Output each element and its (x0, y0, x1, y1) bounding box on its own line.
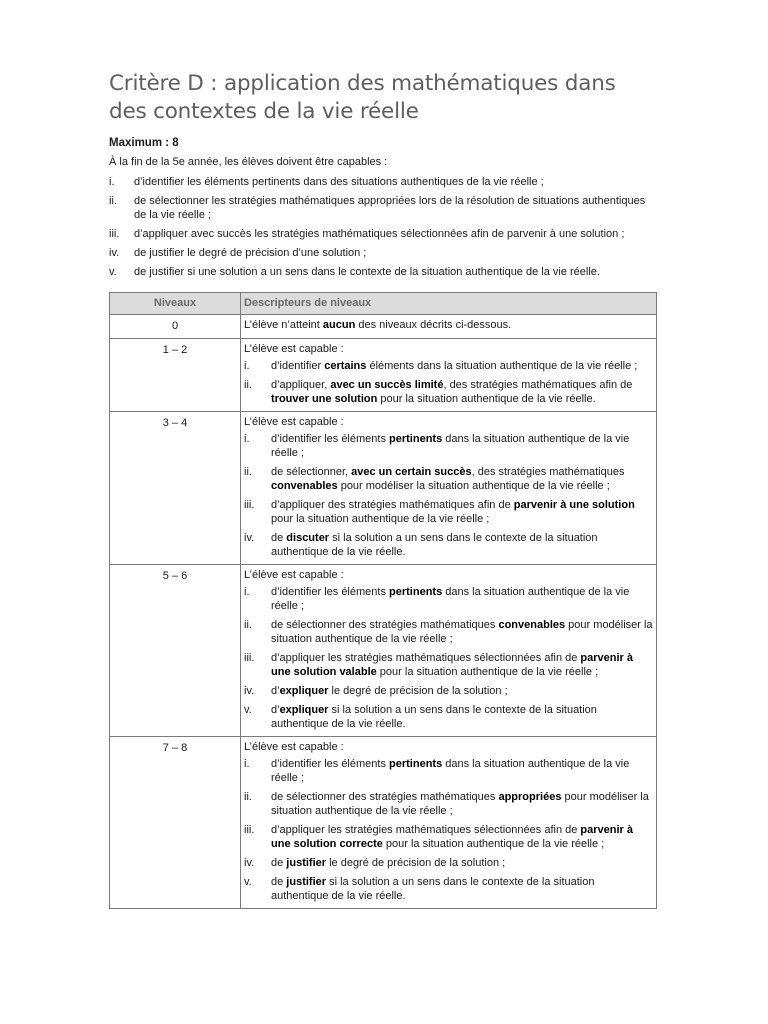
descriptor-text: pour modéliser la situation authentique de la vie réelle ; (271, 791, 649, 817)
descriptor-item-text (271, 378, 653, 406)
descriptor-number: iv. (244, 857, 255, 869)
descriptor-text: d’identifier les éléments (271, 433, 390, 445)
descriptor-text: de (271, 857, 287, 869)
descriptor-number: v. (244, 876, 252, 888)
descriptor-text: d’ (271, 685, 280, 697)
emphasis-text: pertinents (389, 433, 443, 445)
table-header-row (110, 293, 657, 315)
descriptor-text: , des stratégies mathématiques (471, 466, 625, 478)
intro-text: À la fin de la 5e année, les élèves doivent être capables : (109, 156, 388, 168)
descriptor-number: i. (244, 360, 250, 372)
descriptor-item (244, 823, 653, 851)
descriptor-text: le degré de précision de la solution ; (328, 685, 508, 697)
descriptor-number: iv. (244, 685, 255, 697)
descriptor-text: pour modéliser la situation authentique de la vie réelle ; (337, 480, 610, 492)
descriptor-item (244, 684, 653, 698)
emphasis-text: expliquer (279, 704, 329, 716)
descriptor-number: iii. (244, 499, 255, 511)
descriptor-item (244, 875, 653, 903)
emphasis-text: convenables (498, 619, 566, 631)
objective-text: de sélectionner les stratégies mathématiques appropriées lors de la résolution de situations authentiques de la vie réelle ; (134, 195, 646, 221)
header-descriptors: Descripteurs de niveaux (241, 293, 657, 315)
descriptor-text: d’identifier les éléments (271, 758, 390, 770)
emphasis-text: avec un succès limité (330, 379, 444, 391)
emphasis-text: trouver une solution (271, 393, 378, 405)
descriptor-text: , des stratégies mathématiques afin de (443, 379, 633, 391)
descriptor-text: pour la situation authentique de la vie réelle ; (271, 513, 490, 525)
descriptor-text: de sélectionner, (271, 466, 352, 478)
descriptor-number: v. (244, 704, 252, 716)
table-row (110, 565, 657, 737)
objective-number: i. (109, 176, 115, 188)
descriptor-text: d’identifier (271, 360, 325, 372)
descriptor-text: dans la situation authentique de la vie réelle ; (271, 433, 630, 459)
descriptor-number: i. (244, 433, 250, 445)
descriptor-number: iii. (244, 824, 255, 836)
descriptor-text: pour la situation authentique de la vie réelle. (377, 393, 596, 405)
descriptor-cell (241, 565, 657, 737)
table-row (110, 315, 657, 339)
descriptor-text: dans la situation authentique de la vie réelle ; (271, 586, 630, 612)
document-page (109, 70, 657, 909)
descriptor-item (244, 651, 653, 679)
descriptor-intro: L’élève est capable : (244, 343, 344, 355)
descriptor-number: iii. (244, 652, 255, 664)
descriptor-table (109, 292, 657, 909)
objective-text: de justifier si une solution a un sens dans le contexte de la situation authentique de la vie réelle. (134, 266, 600, 278)
emphasis-text: pertinents (389, 758, 443, 770)
descriptor-item-text (271, 498, 653, 526)
level-cell: 0 (110, 315, 241, 339)
descriptor-text: dans la situation authentique de la vie réelle ; (271, 758, 630, 784)
descriptor-text: des niveaux décrits ci-dessous. (355, 319, 512, 331)
descriptor-text: de (271, 532, 287, 544)
descriptor-item (244, 531, 653, 559)
descriptor-item-text (271, 875, 653, 903)
descriptor-text: de sélectionner des stratégies mathématiques (271, 791, 499, 803)
level-cell: 1 – 2 (110, 339, 241, 412)
emphasis-text: justifier (286, 876, 327, 888)
emphasis-text: parvenir à une solution (513, 499, 635, 511)
descriptor-item-text (271, 585, 653, 613)
descriptor-item (244, 498, 653, 526)
descriptor-item (244, 359, 653, 373)
descriptor-text: d’identifier les éléments (271, 586, 390, 598)
descriptor-number: ii. (244, 466, 252, 478)
descriptor-text: pour la situation authentique de la vie réelle ; (376, 666, 599, 678)
descriptor-text: le degré de précision de la solution ; (326, 857, 506, 869)
descriptor-item (244, 790, 653, 818)
descriptor-item-text (271, 465, 653, 493)
objective-item (109, 246, 657, 260)
descriptor-number: i. (244, 758, 250, 770)
descriptor-item (244, 757, 653, 785)
descriptor-item (244, 465, 653, 493)
table-row (110, 737, 657, 909)
emphasis-text: avec un certain succès (351, 466, 472, 478)
level-cell: 7 – 8 (110, 737, 241, 909)
emphasis-text: pertinents (389, 586, 443, 598)
descriptor-number: i. (244, 586, 250, 598)
emphasis-text: convenables (271, 480, 338, 492)
descriptor-text: d’ (271, 704, 280, 716)
descriptor-item-text (271, 531, 653, 559)
maximum-label: Maximum : 8 (109, 137, 179, 149)
descriptor-item-text (271, 856, 653, 870)
descriptor-text: pour modéliser la situation authentique de la vie réelle ; (271, 619, 653, 645)
emphasis-text: appropriées (498, 791, 562, 803)
descriptor-cell (241, 339, 657, 412)
descriptor-item (244, 378, 653, 406)
descriptor-item-text (271, 703, 653, 731)
page-title: Critère D : application des mathématiques dans des contextes de la vie réelle (109, 71, 616, 124)
descriptor-number: ii. (244, 791, 252, 803)
descriptor-text: d’appliquer les stratégies mathématiques sélectionnées afin de (271, 824, 581, 836)
emphasis-text: discuter (286, 532, 330, 544)
table-row (110, 339, 657, 412)
objective-number: v. (109, 266, 117, 278)
table-body (110, 315, 657, 909)
descriptor-item-text (271, 757, 653, 785)
descriptor-text: d’appliquer des stratégies mathématiques afin de (271, 499, 514, 511)
objective-number: ii. (109, 195, 117, 207)
descriptor-line (244, 318, 653, 332)
descriptor-intro: L’élève est capable : (244, 569, 344, 581)
descriptor-item (244, 432, 653, 460)
descriptor-item-text (271, 651, 653, 679)
descriptor-text: d’appliquer les stratégies mathématiques sélectionnées afin de (271, 652, 581, 664)
emphasis-text: parvenir à une solution valable (271, 652, 634, 678)
descriptor-text: éléments dans la situation authentique de la vie réelle ; (366, 360, 638, 372)
descriptor-item (244, 585, 653, 613)
objective-item (109, 175, 657, 189)
descriptor-number: iv. (244, 532, 255, 544)
objective-number: iii. (109, 228, 120, 240)
descriptor-text: de sélectionner des stratégies mathématiques (271, 619, 499, 631)
descriptor-intro: L’élève est capable : (244, 416, 344, 428)
level-cell: 5 – 6 (110, 565, 241, 737)
descriptor-intro: L’élève est capable : (244, 741, 344, 753)
descriptor-item-text (271, 432, 653, 460)
descriptor-item (244, 703, 653, 731)
objective-text: d’identifier les éléments pertinents dans des situations authentiques de la vie réelle ; (134, 176, 544, 188)
descriptor-item-text (271, 684, 653, 698)
header-levels: Niveaux (110, 293, 241, 315)
descriptor-text: d’appliquer, (271, 379, 331, 391)
descriptor-text: de (271, 876, 287, 888)
descriptor-item (244, 856, 653, 870)
objective-text: de justifier le degré de précision d’une solution ; (134, 247, 367, 259)
descriptor-cell (241, 412, 657, 565)
emphasis-text: justifier (286, 857, 327, 869)
descriptor-cell (241, 315, 657, 339)
objectives-list (109, 175, 657, 279)
descriptor-text: si la solution a un sens dans le contexte de la situation authentique de la vie réelle. (271, 876, 595, 902)
descriptor-number: ii. (244, 619, 252, 631)
descriptor-item-text (271, 823, 653, 851)
descriptor-text: si la solution a un sens dans le contexte de la situation authentique de la vie réelle. (271, 704, 597, 730)
descriptor-text: si la solution a un sens dans le contexte de la situation authentique de la vie réelle. (271, 532, 598, 558)
descriptor-number: ii. (244, 379, 252, 391)
emphasis-text: certains (324, 360, 367, 372)
emphasis-text: expliquer (279, 685, 329, 697)
descriptor-cell (241, 737, 657, 909)
objective-number: iv. (109, 247, 120, 259)
descriptor-item-text (271, 359, 653, 373)
emphasis-text: aucun (322, 319, 356, 331)
level-cell: 3 – 4 (110, 412, 241, 565)
emphasis-text: parvenir à une solution correcte (271, 824, 634, 850)
descriptor-item (244, 618, 653, 646)
objective-item (109, 194, 657, 222)
table-row (110, 412, 657, 565)
objective-text: d’appliquer avec succès les stratégies mathématiques sélectionnées afin de parvenir à une solution ; (134, 228, 625, 240)
descriptor-item-text (271, 618, 653, 646)
descriptor-text: L’élève n’atteint (244, 319, 323, 331)
objective-item (109, 227, 657, 241)
descriptor-text: pour la situation authentique de la vie réelle ; (382, 838, 605, 850)
descriptor-item-text (271, 790, 653, 818)
objective-item (109, 265, 657, 279)
